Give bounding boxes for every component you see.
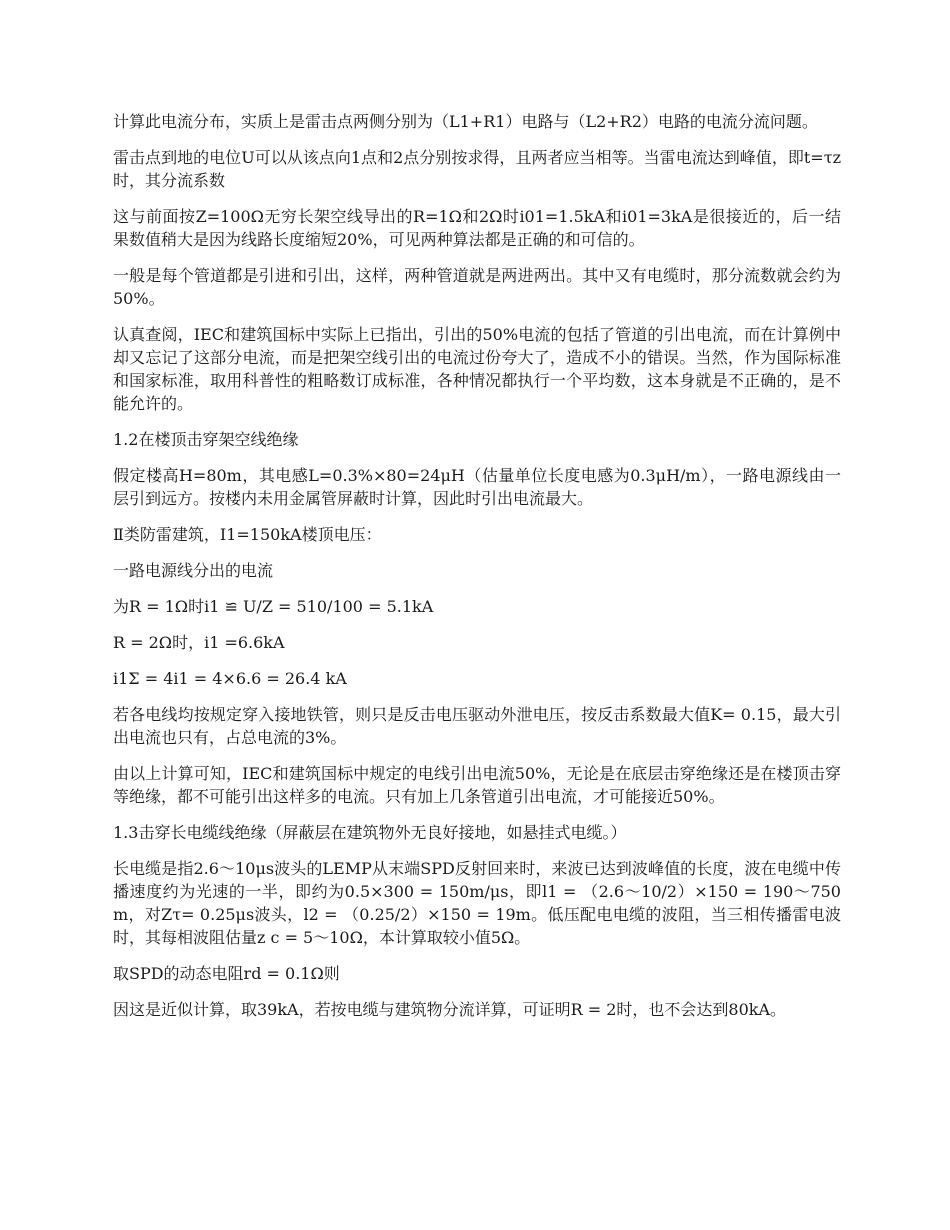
formula-sum: i1Σ = 4i1 = 4×6.6 = 26.4 kA: [113, 669, 347, 688]
formula-r1: 为R = 1Ω时i1 ≌ U/Z = 510/100 = 5.1kA: [113, 597, 434, 616]
paragraph-lightning-potential: 雷击点到地的电位U可以从该点向1点和2点分别按求得，且两者应当相等。当雷电流达到峰值，即t=τz时，其分流系数: [113, 148, 841, 190]
paragraph-building-height: 假定楼高H=80m，其电感L=0.3%×80=24μH（估量单位长度电感为0.3μH/m），一路电源线由一层引到远方。按楼内未用金属管屏蔽时计算，因此时引出电流最大。: [113, 466, 841, 508]
paragraph-approximation: 因这是近似计算，取39kA，若按电缆与建筑物分流详算，可证明R = 2时，也不会达到80kA。: [113, 1000, 787, 1019]
paragraph-comparison: 这与前面按Z=100Ω无穷长架空线导出的R=1Ω和2Ω时i01=1.5kA和i01=3kA是很接近的，后一结果数值稍大是因为线路长度缩短20%，可见两种算法都是正确的和可信的。: [113, 207, 841, 249]
paragraph-current-distribution: 计算此电流分布，实质上是雷击点两侧分别为（L1+R1）电路与（L2+R2）电路的电流分流问题。: [113, 112, 818, 131]
paragraph-long-cable: 长电缆是指2.6～10μs波头的LEMP从末端SPD反射回来时，来波已达到波峰值的长度，波在电缆中传播速度约为光速的一半，即约为0.5×300 = 150m/μs，即l1 = （2.6～10/2）×150 = 190～750m，对Zτ= 0.25μs波头，l2 = （0.25/2）×150 = 19m。低压配电电缆的波阻，当三相传播雷电波时，其每相波阻估量z c = 5～10Ω，本计算取较小值5Ω。: [113, 859, 841, 947]
paragraph-class-ii: Ⅱ类防雷建筑，I1=150kA楼顶电压：: [113, 525, 382, 544]
paragraph-grounded-pipes: 若各电线均按规定穿入接地铁管，则只是反击电压驱动外泄电压，按反击系数最大值K= 0.15，最大引出电流也只有，占总电流的3%。: [113, 705, 841, 747]
document-body: [113, 110, 841, 1034]
paragraph-spd-resistance: 取SPD的动态电阻rd = 0.1Ω则: [113, 964, 340, 983]
paragraph-single-line: 一路电源线分出的电流: [113, 561, 274, 580]
paragraph-standards-review: 认真查阅，IEC和建筑国标中实际上已指出，引出的50%电流的包括了管道的引出电流，而在计算例中却又忘记了这部分电流，而是把架空线引出的电流过份夸大了，造成不小的错误。当然，作为国际标准和国家标准，取用科普性的粗略数订成标准，各种情况都执行一个平均数，这本身就是不正确的，是不能允许的。: [113, 325, 841, 413]
paragraph-conclusion: 由以上计算可知，IEC和建筑国标中规定的电线引出电流50%，无论是在底层击穿绝缘还是在楼顶击穿等绝缘，都不可能引出这样多的电流。只有加上几条管道引出电流，才可能接近50%。: [113, 764, 841, 806]
paragraph-pipes: 一般是每个管道都是引进和引出，这样，两种管道就是两进两出。其中又有电缆时，那分流数就会约为50%。: [113, 266, 841, 308]
section-heading-1-2: 1.2在楼顶击穿架空线绝缘: [113, 430, 299, 449]
section-heading-1-3: 1.3击穿长电缆线绝缘（屏蔽层在建筑物外无良好接地，如悬挂式电缆。）: [113, 823, 627, 842]
formula-r2: R = 2Ω时，i1 =6.6kA: [113, 633, 285, 652]
